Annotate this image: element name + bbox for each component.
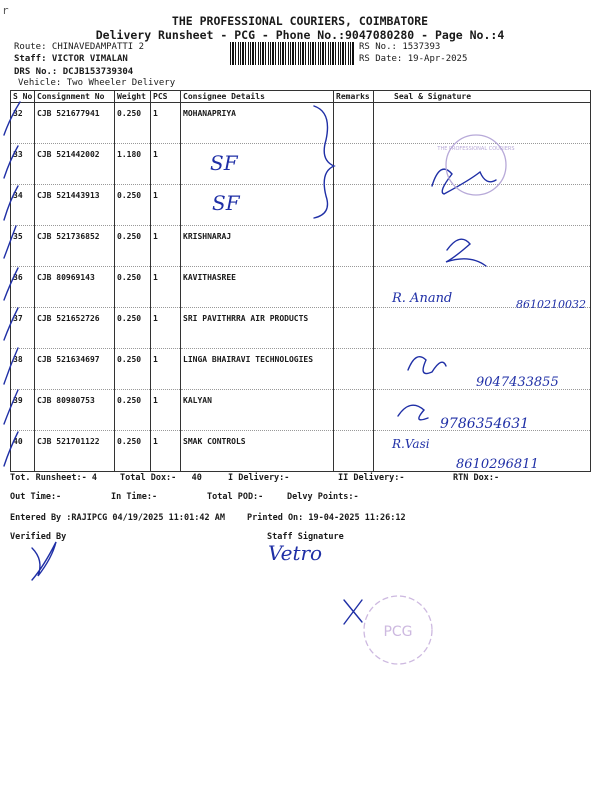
row-consignment: CJB 80969143 bbox=[35, 267, 115, 308]
route-label: Route: CHINAVEDAMPATTI 2 bbox=[14, 42, 145, 52]
tick-mark-35 bbox=[4, 226, 16, 258]
row-pcs: 1 bbox=[151, 308, 181, 349]
row-sno: 40 bbox=[11, 431, 35, 472]
phone-36: 8610210032 bbox=[516, 298, 586, 311]
row-consignee: KRISHNARAJ bbox=[181, 226, 334, 267]
row-weight: 0.250 bbox=[115, 390, 151, 431]
signature-39 bbox=[398, 405, 428, 420]
staff-signature-label: Staff Signature bbox=[267, 532, 344, 542]
out-time: Out Time:- bbox=[10, 492, 62, 502]
row-pcs: 1 bbox=[151, 226, 181, 267]
tick-mark-37 bbox=[4, 308, 18, 340]
row-weight: 0.250 bbox=[115, 349, 151, 390]
tick-mark-40 bbox=[4, 432, 18, 466]
signature-35 bbox=[446, 239, 486, 266]
phone-40: 8610296811 bbox=[456, 457, 539, 472]
row-consignment: CJB 521443913 bbox=[35, 185, 115, 226]
tot-runsheet: Tot. Runsheet:- 4 bbox=[10, 473, 97, 483]
col-seal-signature: Seal & Signature bbox=[374, 91, 591, 103]
row-sno: 34 bbox=[11, 185, 35, 226]
row-sno: 33 bbox=[11, 144, 35, 185]
row-pcs: 1 bbox=[151, 390, 181, 431]
in-time: In Time:- bbox=[111, 492, 158, 502]
row-consignee: KAVITHASREE bbox=[181, 267, 334, 308]
rtn-dox: RTN Dox:- bbox=[453, 473, 500, 483]
row-sno: 32 bbox=[11, 103, 35, 144]
row-sno: 35 bbox=[11, 226, 35, 267]
runsheet-subtitle: Delivery Runsheet - PCG - Phone No.:9047080280 - Page No.:4 bbox=[95, 28, 505, 42]
i-delivery: I Delivery:- bbox=[228, 473, 290, 483]
printed-on: Printed On: 19-04-2025 11:26:12 bbox=[247, 513, 406, 523]
row-sno: 36 bbox=[11, 267, 35, 308]
tick-mark-33 bbox=[4, 146, 18, 178]
tick-mark-32 bbox=[4, 102, 20, 135]
col-weight: Weight bbox=[115, 91, 151, 103]
rs-number: RS No.: 1537393 bbox=[359, 42, 441, 52]
row-consignment: CJB 521701122 bbox=[35, 431, 115, 472]
row-pcs: 1 bbox=[151, 103, 181, 144]
cross-mark bbox=[344, 600, 362, 624]
col-sno: S No bbox=[11, 91, 35, 103]
row-sno: 37 bbox=[11, 308, 35, 349]
signature-33 bbox=[432, 169, 496, 194]
drs-number: DRS No.: DCJB153739304 bbox=[14, 67, 134, 77]
vehicle-label: Vehicle: Two Wheeler Delivery bbox=[18, 78, 176, 88]
phone-38: 9047433855 bbox=[476, 375, 559, 390]
verified-by: Verified By bbox=[10, 532, 67, 542]
row-pcs: 1 bbox=[151, 144, 181, 185]
row-consignee: SMAK CONTROLS bbox=[181, 431, 334, 472]
row-consignment: CJB 521634697 bbox=[35, 349, 115, 390]
row-weight: 0.250 bbox=[115, 431, 151, 472]
row-pcs: 1 bbox=[151, 185, 181, 226]
row-weight: 0.250 bbox=[115, 226, 151, 267]
row-sno: 39 bbox=[11, 390, 35, 431]
col-consignment: Consignment No bbox=[35, 91, 115, 103]
row-consignee: LINGA BHAIRAVI TECHNOLOGIES bbox=[181, 349, 334, 390]
row-weight: 0.250 bbox=[115, 267, 151, 308]
row-sno: 38 bbox=[11, 349, 35, 390]
row-consignee: SRI PAVITHRRA AIR PRODUCTS bbox=[181, 308, 334, 349]
seal-stamp bbox=[446, 135, 506, 195]
row-weight: 0.250 bbox=[115, 308, 151, 349]
row-weight: 1.180 bbox=[115, 144, 151, 185]
sf-mark-2: SF bbox=[212, 191, 240, 215]
row-consignment: CJB 521736852 bbox=[35, 226, 115, 267]
row-consignment: CJB 521677941 bbox=[35, 103, 115, 144]
entered-by: Entered By :RAJIPCG 04/19/2025 11:01:42 AM bbox=[10, 513, 225, 523]
tick-mark-38 bbox=[4, 348, 18, 384]
row-weight: 0.250 bbox=[115, 103, 151, 144]
col-consignee: Consignee Details bbox=[181, 91, 334, 103]
row-consignment: CJB 521652726 bbox=[35, 308, 115, 349]
row-consignment: CJB 80980753 bbox=[35, 390, 115, 431]
row-consignment: CJB 521442002 bbox=[35, 144, 115, 185]
total-pod: Total POD:- bbox=[207, 492, 264, 502]
company-title: THE PROFESSIONAL COURIERS, COIMBATORE bbox=[171, 14, 429, 28]
row-pcs: 1 bbox=[151, 431, 181, 472]
verified-signature bbox=[32, 542, 56, 580]
signature-38 bbox=[408, 357, 446, 374]
ii-delivery: II Delivery:- bbox=[338, 473, 405, 483]
col-pcs: PCS bbox=[151, 91, 181, 103]
tick-mark-39 bbox=[4, 390, 18, 424]
row-weight: 0.250 bbox=[115, 185, 151, 226]
total-dox: Total Dox:- 40 bbox=[120, 473, 202, 483]
col-remarks: Remarks bbox=[334, 91, 374, 103]
tick-mark-36 bbox=[4, 268, 18, 300]
brace-mark bbox=[314, 106, 334, 218]
rs-date: RS Date: 19-Apr-2025 bbox=[359, 54, 468, 64]
phone-39: 9786354631 bbox=[440, 416, 530, 432]
row-consignee: KALYAN bbox=[181, 390, 334, 431]
delvy-points: Delvy Points:- bbox=[287, 492, 359, 502]
row-consignee: MOHANAPRIYA bbox=[181, 103, 334, 144]
tick-mark-34 bbox=[4, 186, 18, 220]
staff-label: Staff: VICTOR VIMALAN bbox=[14, 54, 128, 64]
row-pcs: 1 bbox=[151, 267, 181, 308]
sf-mark-1: SF bbox=[210, 151, 238, 175]
seal-stamp-text: THE PROFESSIONAL COURIERS bbox=[437, 146, 515, 152]
signature-40: R.Vasi bbox=[392, 437, 430, 451]
signature-36: R. Anand bbox=[392, 291, 453, 306]
staff-signature: Vetro bbox=[268, 541, 323, 565]
pcg-stamp-text: PCG bbox=[383, 624, 413, 640]
row-pcs: 1 bbox=[151, 349, 181, 390]
corner-mark: r bbox=[2, 4, 9, 17]
